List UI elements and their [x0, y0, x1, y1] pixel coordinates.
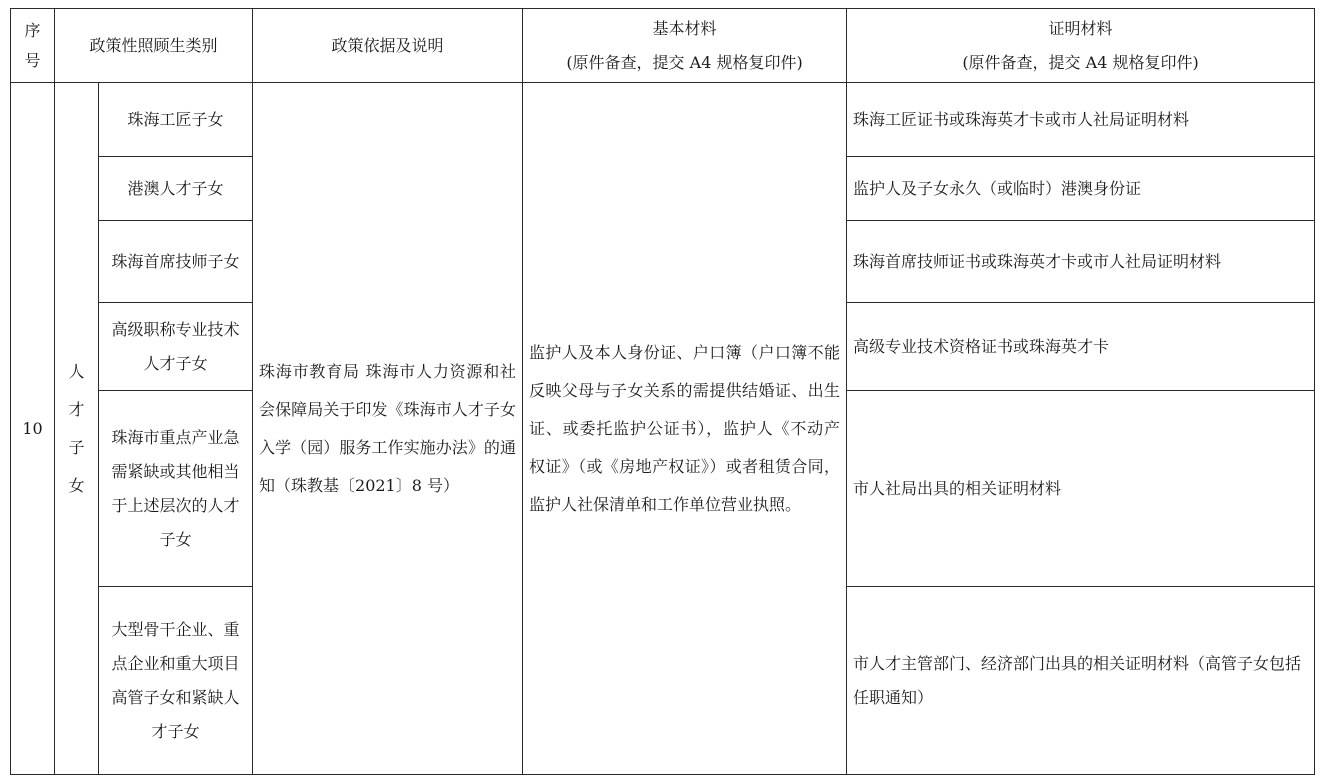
group-char: 子 — [68, 437, 85, 457]
proof-cell: 市人社局出具的相关证明材料 — [847, 391, 1315, 587]
group-char: 女 — [68, 475, 85, 495]
category-cell: 珠海市重点产业急需紧缺或其他相当于上述层次的人才子女 — [99, 391, 253, 587]
header-basic — [523, 9, 847, 83]
policy-basis: 珠海市教育局 珠海市人力资源和社会保障局关于印发《珠海市人才子女入学（园）服务工作实施办法》的通知（珠教基〔2021〕8 号） — [253, 83, 523, 775]
row-seq: 10 — [11, 83, 55, 775]
header-basic-title: 基本材料 — [652, 18, 717, 38]
header-proof-title: 证明材料 — [1048, 18, 1113, 38]
header-proof-subtitle: (原件备查，提交 A4 规格复印件) — [962, 52, 1199, 72]
proof-cell: 监护人及子女永久（或临时）港澳身份证 — [847, 157, 1315, 221]
group-char: 人 — [68, 361, 85, 381]
category-cell: 大型骨干企业、重点企业和重大项目高管子女和紧缺人才子女 — [99, 587, 253, 775]
header-proof — [847, 9, 1315, 83]
header-basic-subtitle: (原件备查，提交 A4 规格复印件) — [566, 52, 803, 72]
proof-cell: 珠海工匠证书或珠海英才卡或市人社局证明材料 — [847, 83, 1315, 157]
group-char: 才 — [68, 399, 85, 419]
table-row — [11, 83, 1315, 157]
row-group-label — [55, 83, 99, 775]
header-category: 政策性照顾生类别 — [55, 9, 253, 83]
basic-materials: 监护人及本人身份证、户口簿（户口簿不能反映父母与子女关系的需提供结婚证、出生证、或委托监护公证书），监护人《不动产权证》（或《房地产权证》）或者租赁合同，监护人社保清单和工作单位营业执照。 — [523, 83, 847, 775]
policy-table — [10, 8, 1315, 775]
proof-cell: 珠海首席技师证书或珠海英才卡或市人社局证明材料 — [847, 221, 1315, 303]
category-cell: 港澳人才子女 — [99, 157, 253, 221]
header-basis: 政策依据及说明 — [253, 9, 523, 83]
header-seq-label: 序 号 — [24, 20, 41, 70]
header-row — [11, 9, 1315, 83]
category-cell: 珠海首席技师子女 — [99, 221, 253, 303]
proof-cell: 市人才主管部门、经济部门出具的相关证明材料（高管子女包括任职通知） — [847, 587, 1315, 775]
category-cell: 珠海工匠子女 — [99, 83, 253, 157]
proof-cell: 高级专业技术资格证书或珠海英才卡 — [847, 303, 1315, 391]
category-cell: 高级职称专业技术人才子女 — [99, 303, 253, 391]
header-seq — [11, 9, 55, 83]
